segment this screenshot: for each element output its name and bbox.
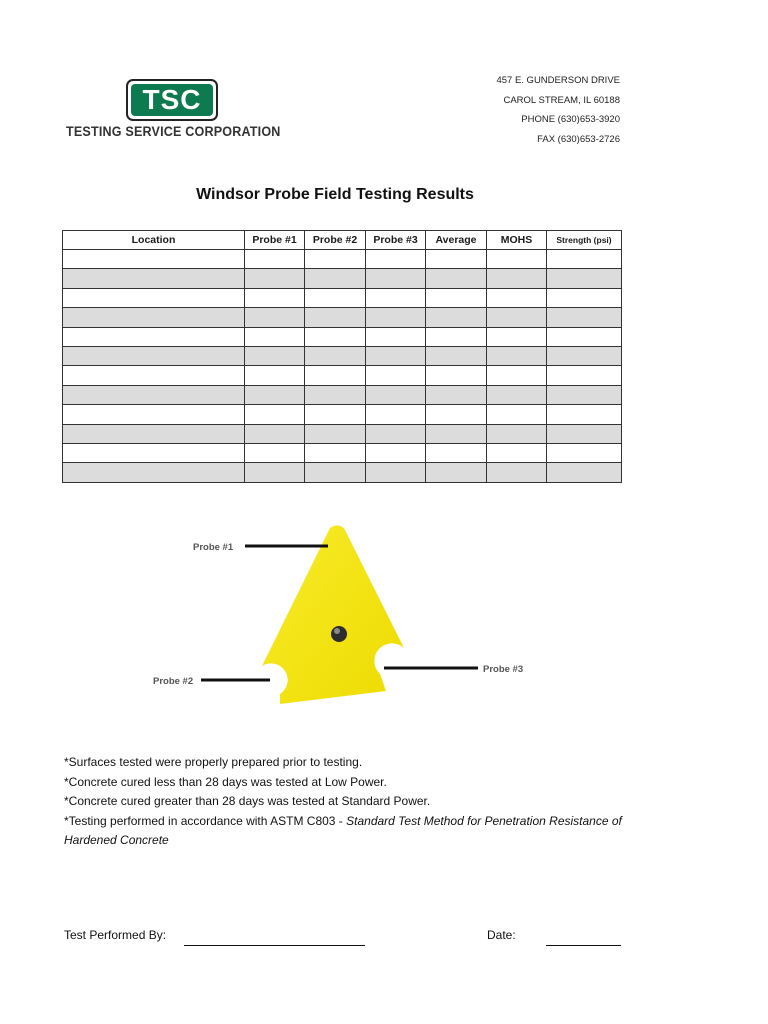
table-cell[interactable] [426,424,487,443]
table-cell[interactable] [426,327,487,346]
table-cell[interactable] [487,424,547,443]
windsor-probe-diagram [150,520,530,715]
table-cell[interactable] [305,269,366,288]
table-cell[interactable] [547,405,622,424]
table-row [63,308,622,327]
table-cell[interactable] [487,385,547,404]
table-cell[interactable] [305,385,366,404]
table-cell[interactable] [426,463,487,482]
table-cell[interactable] [487,443,547,462]
table-cell[interactable] [63,463,245,482]
table-cell[interactable] [245,250,305,269]
note-low-power: *Concrete cured less than 28 days was tested at Low Power. [64,774,387,789]
probe-1-label: Probe #1 [193,542,234,553]
table-cell[interactable] [426,443,487,462]
table-cell[interactable] [63,288,245,307]
table-cell[interactable] [426,405,487,424]
table-cell[interactable] [487,405,547,424]
logo-badge [126,79,218,121]
table-cell[interactable] [305,250,366,269]
table-cell[interactable] [547,269,622,288]
table-cell[interactable] [366,385,426,404]
table-row [63,288,622,307]
table-cell[interactable] [63,385,245,404]
table-cell[interactable] [245,288,305,307]
note-astm-prefix: *Testing performed in accordance with ASTM C803 - [64,813,347,828]
company-logo [66,79,281,143]
table-cell[interactable] [245,405,305,424]
address-fax: FAX (630)653-2726 [537,133,620,145]
table-body [63,250,622,483]
table-cell[interactable] [63,346,245,365]
table-cell[interactable] [245,269,305,288]
table-row [63,405,622,424]
table-cell[interactable] [487,288,547,307]
table-cell[interactable] [245,443,305,462]
table-cell[interactable] [245,366,305,385]
note-astm-title: Standard Test Method for Penetration Resistance of Hardened Concrete [64,813,622,848]
table-cell[interactable] [366,269,426,288]
column-header-probe-1: Probe #1 [245,231,305,250]
testing-notes [64,753,624,851]
table-cell[interactable] [305,288,366,307]
date-signature-line[interactable] [546,945,621,946]
table-cell[interactable] [426,288,487,307]
table-cell[interactable] [426,269,487,288]
note-astm-standard [64,812,624,851]
table-cell[interactable] [426,250,487,269]
table-cell[interactable] [547,463,622,482]
table-cell[interactable] [305,405,366,424]
table-cell[interactable] [305,443,366,462]
table-cell[interactable] [245,463,305,482]
table-row [63,443,622,462]
table-cell[interactable] [366,463,426,482]
logo-badge-text: TSC [131,84,213,116]
table-cell[interactable] [487,308,547,327]
table-cell[interactable] [366,327,426,346]
table-cell[interactable] [305,346,366,365]
probe-template-shape [262,526,404,705]
performed-by-label: Test Performed By: [64,928,167,942]
address-city: CAROL STREAM, IL 60188 [503,94,620,106]
column-header-mohs: MOHS [487,231,547,250]
table-cell[interactable] [547,385,622,404]
table-cell[interactable] [63,366,245,385]
table-cell[interactable] [305,366,366,385]
table-cell[interactable] [547,250,622,269]
table-cell[interactable] [305,463,366,482]
table-cell[interactable] [63,250,245,269]
document-title: Windsor Probe Field Testing Results [196,186,474,203]
table-cell[interactable] [63,405,245,424]
note-surface-preparation: *Surfaces tested were properly prepared prior to testing. [64,755,363,769]
table-cell[interactable] [426,308,487,327]
table-cell[interactable] [547,443,622,462]
table-cell[interactable] [487,346,547,365]
table-cell[interactable] [366,346,426,365]
performed-by-signature-line[interactable] [184,945,365,946]
table-cell[interactable] [487,463,547,482]
table-cell[interactable] [305,327,366,346]
table-cell[interactable] [63,308,245,327]
table-row [63,424,622,443]
table-cell[interactable] [426,346,487,365]
date-label: Date: [487,928,516,942]
table-cell[interactable] [426,366,487,385]
column-header-average: Average [426,231,487,250]
table-cell[interactable] [366,250,426,269]
table-cell[interactable] [245,385,305,404]
table-cell[interactable] [63,443,245,462]
table-cell[interactable] [305,308,366,327]
table-cell[interactable] [63,269,245,288]
table-cell[interactable] [366,443,426,462]
table-cell[interactable] [366,405,426,424]
table-cell[interactable] [245,327,305,346]
address-street: 457 E. GUNDERSON DRIVE [496,75,620,86]
table-cell[interactable] [245,424,305,443]
table-cell[interactable] [487,269,547,288]
table-row [63,250,622,269]
table-cell[interactable] [245,346,305,365]
table-cell[interactable] [245,308,305,327]
column-header-strength: Strength (psi) [547,231,622,250]
column-header-probe-3: Probe #3 [366,231,426,250]
probe-pin-icon [331,626,347,642]
table-header-row [63,231,622,250]
probe-3-label: Probe #3 [483,664,524,675]
table-cell[interactable] [547,424,622,443]
table-cell[interactable] [547,308,622,327]
table-row [63,385,622,404]
table-row [63,327,622,346]
table-row [63,463,622,482]
company-name: TESTING SERVICE CORPORATION [66,124,281,139]
table-cell[interactable] [547,327,622,346]
results-table [62,230,622,483]
table-cell[interactable] [487,366,547,385]
table-cell[interactable] [547,366,622,385]
address-phone: PHONE (630)653-3920 [521,114,620,125]
table-cell[interactable] [63,327,245,346]
table-cell[interactable] [547,288,622,307]
table-row [63,269,622,288]
table-cell[interactable] [487,327,547,346]
table-cell[interactable] [366,288,426,307]
table-row [63,346,622,365]
table-cell[interactable] [487,250,547,269]
probe-2-label: Probe #2 [153,676,194,687]
table-cell[interactable] [366,308,426,327]
note-standard-power: *Concrete cured greater than 28 days was tested at Standard Power. [64,794,431,809]
table-cell[interactable] [63,424,245,443]
table-cell[interactable] [547,346,622,365]
table-cell[interactable] [366,366,426,385]
table-row [63,366,622,385]
table-cell[interactable] [366,424,426,443]
table-cell[interactable] [426,385,487,404]
column-header-location: Location [63,231,245,250]
column-header-probe-2: Probe #2 [305,231,366,250]
company-address [496,74,620,152]
table-cell[interactable] [305,424,366,443]
